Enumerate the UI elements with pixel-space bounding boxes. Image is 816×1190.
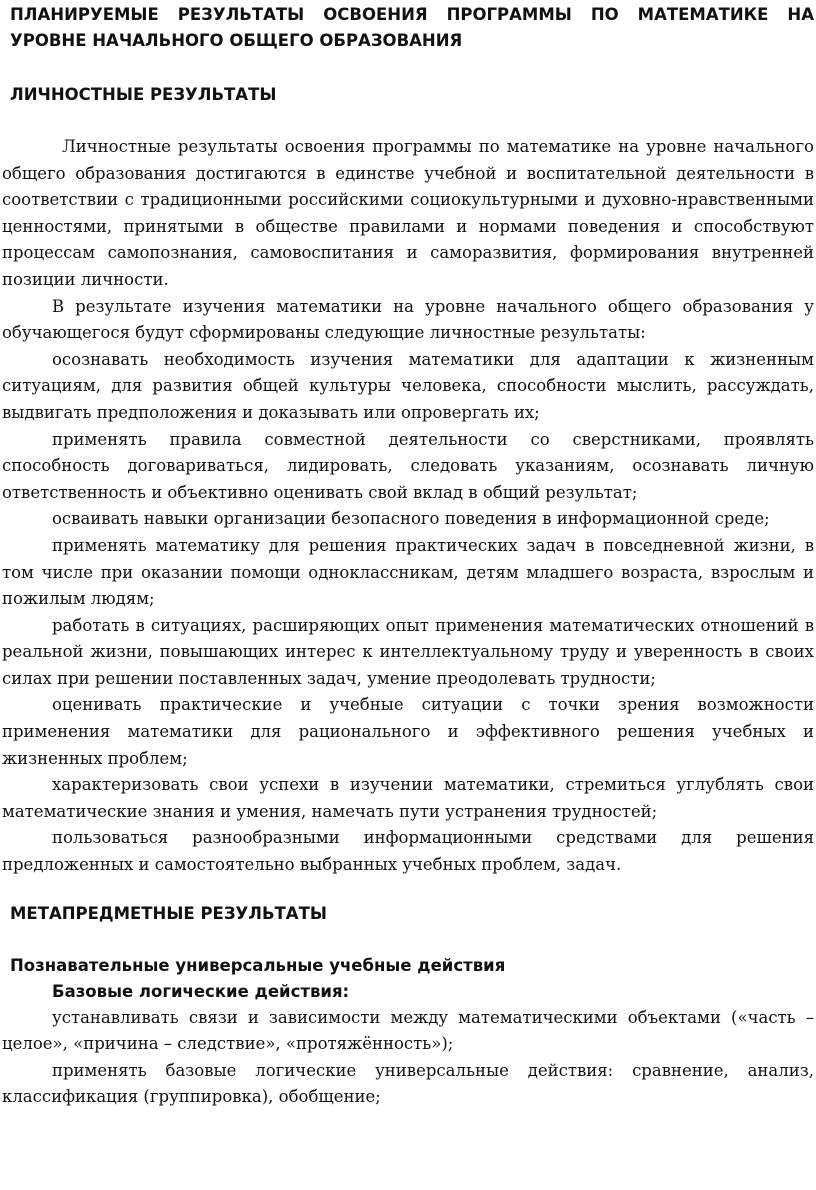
personal-item-5: работать в ситуациях, расширяющих опыт применения математических отношений в реальной жизни, повышающих интерес к интеллектуальному труду и уверенность в своих силах при решении поставленных задач, умение преодолевать трудности; <box>2 615 814 688</box>
cognitive-actions-heading: Познавательные универсальные учебные действия <box>10 955 506 975</box>
personal-intro-paragraph: Личностные результаты освоения программы по математике на уровне начального общего образования достигаются в единстве учебной и воспитательной деятельности в соответствии с традиционными российскими социокультурными и духовно-нравственными ценностями, принятыми в обществе правилами и нормами поведения и способствуют процессам самопознания, самовоспитания и саморазвития, формирования внутренней позиции личности. <box>2 137 814 289</box>
document-title: ПЛАНИРУЕМЫЕ РЕЗУЛЬТАТЫ ОСВОЕНИЯ ПРОГРАММЫ ПО МАТЕМАТИКЕ НА УРОВНЕ НАЧАЛЬНОГО ОБЩЕГО ОБРАЗОВАНИЯ <box>10 5 814 50</box>
meta-item-1: устанавливать связи и зависимости между математическими объектами («часть – целое», «причина – следствие», «протяжённость»); <box>2 1007 814 1054</box>
meta-item-2: применять базовые логические универсальные действия: сравнение, анализ, классификация (группировка), обобщение; <box>2 1060 814 1107</box>
personal-item-3: осваивать навыки организации безопасного поведения в информационной среде; <box>52 509 770 529</box>
personal-item-7: характеризовать свои успехи в изучении математики, стремиться углублять свои математические знания и умения, намечать пути устранения трудностей; <box>2 775 814 821</box>
section-spacer <box>2 879 814 901</box>
personal-item-8: пользоваться разнообразными информационными средствами для решения предложенных и самостоятельно выбранных учебных проблем, задач. <box>2 828 814 875</box>
personal-item-6: оценивать практические и учебные ситуации с точки зрения возможности применения математики для рационального и эффективного решения учебных и жизненных проблем; <box>2 695 814 768</box>
personal-item-4: применять математику для решения практических задач в повседневной жизни, в том числе при оказании помощи одноклассникам, детям младшего возраста, взрослым и пожилым людям; <box>2 535 814 609</box>
logical-actions-heading: Базовые логические действия: <box>52 981 350 1001</box>
personal-item-1: осознавать необходимость изучения математики для адаптации к жизненным ситуациям, для развития общей культуры человека, способности мыслить, рассуждать, выдвигать предположения и доказывать или опровергать их; <box>2 349 814 422</box>
personal-item-2: применять правила совместной деятельности со сверстниками, проявлять способность договариваться, лидировать, следовать указаниям, осознавать личную ответственность и объективно оценивать свой вклад в общий результат; <box>2 429 814 502</box>
personal-lead-paragraph: В результате изучения математики на уровне начального общего образования у обучающегося будут сформированы следующие личностные результаты: <box>2 296 814 343</box>
meta-results-heading: МЕТАПРЕДМЕТНЫЕ РЕЗУЛЬТАТЫ <box>10 903 327 923</box>
personal-results-heading: ЛИЧНОСТНЫЕ РЕЗУЛЬТАТЫ <box>10 85 277 104</box>
